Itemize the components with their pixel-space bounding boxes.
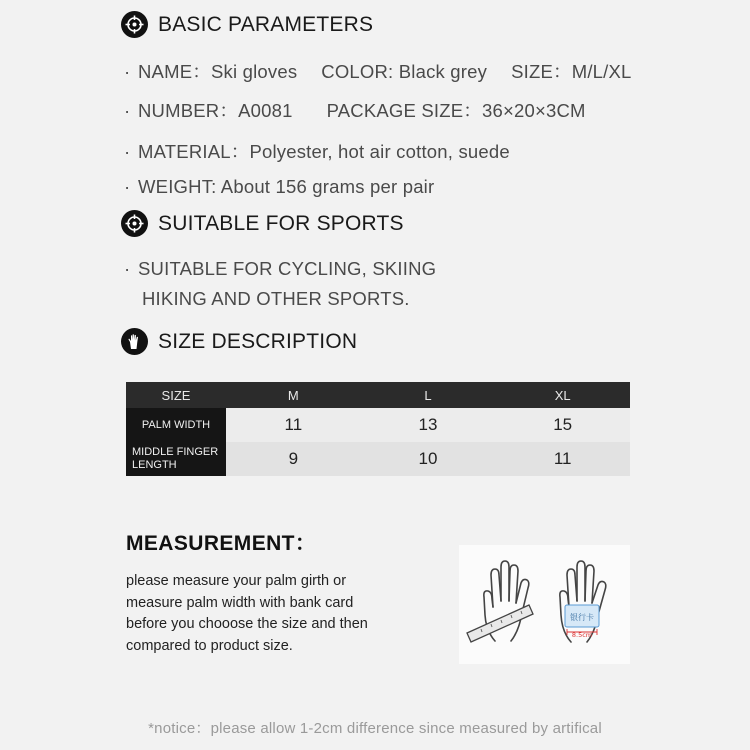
suitable-sports-heading	[121, 210, 404, 237]
table-row	[126, 408, 630, 442]
weight-text: WEIGHT: About 156 grams per pair	[138, 176, 435, 197]
bank-card-icon	[565, 605, 599, 639]
row-label-middle-finger-length	[126, 442, 226, 476]
param-line-weight	[124, 176, 434, 198]
bullet: ·	[124, 258, 131, 279]
size-table	[126, 382, 630, 476]
size-description-heading	[121, 328, 357, 355]
number-text: NUMBER：A0081	[138, 100, 293, 121]
sports-line-1	[124, 258, 436, 280]
param-line-number	[124, 97, 586, 123]
measurement-text: please measure your palm girth or measure palm width with bank card before you chooose the size and then compared to product size.	[126, 573, 368, 654]
bullet: ·	[124, 100, 131, 121]
header-l: L	[424, 387, 432, 403]
bullet: ·	[124, 176, 131, 197]
material-text: MATERIAL：Polyester, hot air cotton, suede	[138, 141, 510, 162]
table-cell: 15	[553, 415, 573, 434]
param-line-name	[124, 58, 632, 84]
sports-line-2	[142, 288, 410, 310]
param-line-material	[124, 138, 510, 164]
table-header-row	[126, 382, 630, 408]
bullet: ·	[124, 141, 131, 162]
sports-text: HIKING AND OTHER SPORTS.	[142, 288, 410, 309]
package-size-text: PACKAGE SIZE：36×20×3CM	[326, 100, 586, 121]
notice-text: *notice：please allow 1-2cm difference since measured by artifical	[148, 720, 602, 737]
color-text: COLOR: Black grey	[321, 61, 488, 82]
svg-text:8.5cm: 8.5cm	[571, 631, 593, 639]
table-cell: 11	[553, 449, 572, 468]
crosshair-icon	[121, 210, 148, 237]
measuring-tape-icon	[467, 605, 533, 642]
row-label-palm-width: PALM WIDTH	[126, 408, 226, 442]
sports-text: SUITABLE FOR CYCLING, SKIING	[138, 258, 437, 279]
header-xl: XL	[554, 387, 571, 403]
hand-measurement-illustration	[459, 545, 630, 664]
size-text: SIZE：M/L/XL	[511, 61, 632, 82]
table-cell: 10	[418, 449, 438, 468]
table-cell: 11	[284, 415, 303, 434]
section-title: BASIC PARAMETERS	[158, 12, 374, 36]
basic-parameters-heading	[121, 11, 373, 38]
header-m: M	[287, 387, 299, 403]
table-cell: 13	[418, 415, 438, 434]
section-title: SUITABLE FOR SPORTS	[158, 211, 404, 235]
table-row	[126, 442, 630, 476]
header-size: SIZE	[161, 387, 191, 403]
table-cell: 9	[288, 449, 299, 468]
name-text: NAME：Ski gloves	[138, 61, 298, 82]
svg-text:银行卡: 银行卡	[570, 613, 594, 622]
bullet: ·	[124, 61, 131, 82]
label-line: LENGTH	[132, 459, 177, 471]
measurement-title: MEASUREMENT：	[126, 532, 317, 555]
label-line: MIDDLE FINGER	[132, 446, 219, 458]
hand-icon	[121, 328, 148, 355]
section-title: SIZE DESCRIPTION	[158, 329, 358, 353]
crosshair-icon	[121, 11, 148, 38]
